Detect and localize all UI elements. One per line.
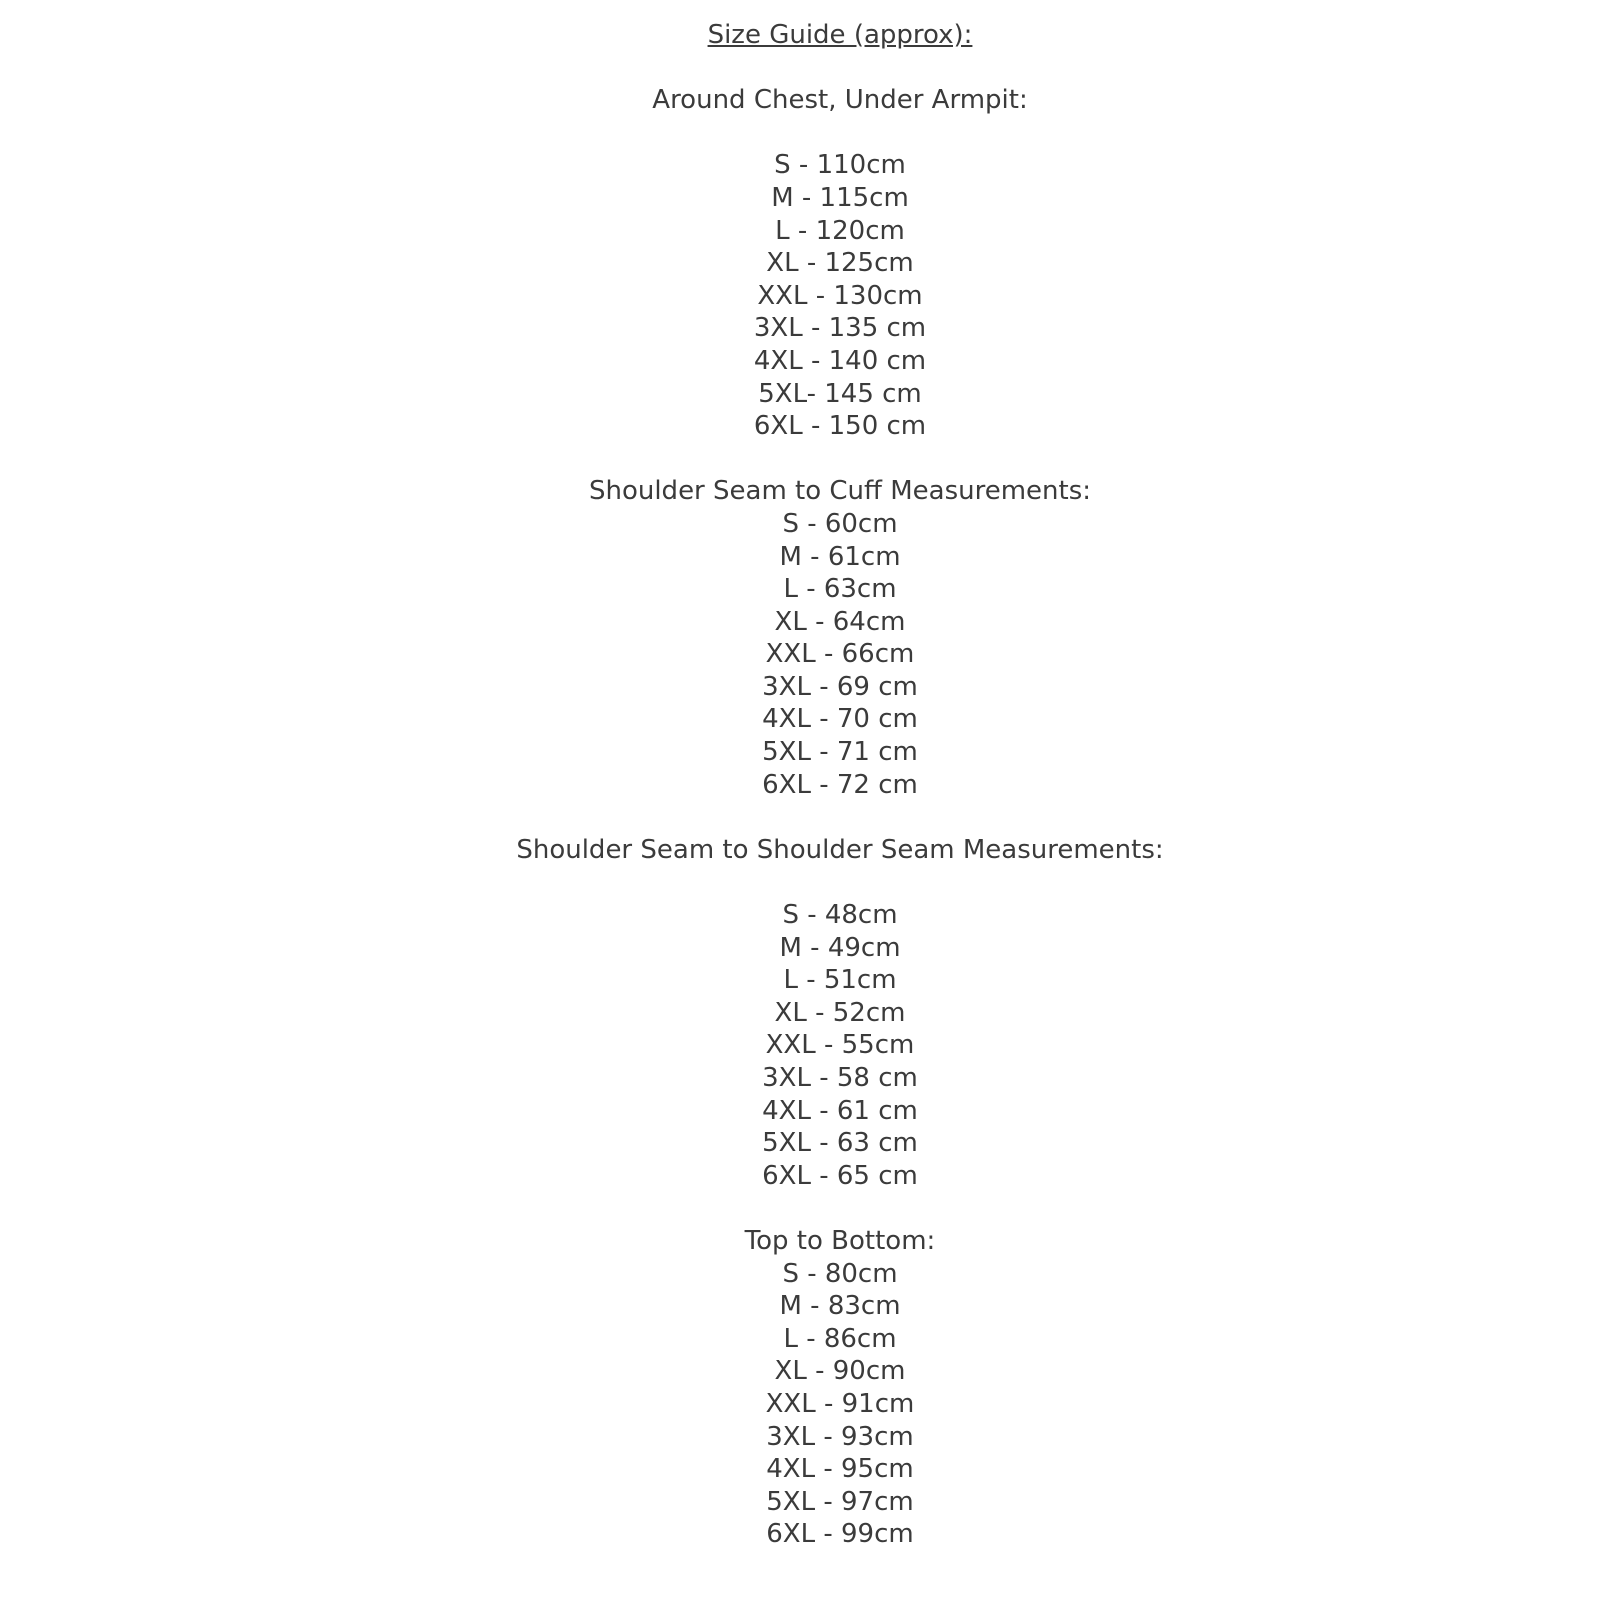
blank-line — [80, 1192, 1600, 1225]
size-row: L - 120cm — [775, 215, 905, 246]
size-row: 5XL - 63 cm — [762, 1128, 918, 1159]
blank-line — [80, 443, 1600, 476]
blank-line — [80, 117, 1600, 150]
size-row: S - 110cm — [774, 150, 906, 181]
size-row: 4XL - 140 cm — [753, 345, 927, 376]
size-row: 5XL- 145 cm — [758, 378, 922, 409]
size-row: 6XL - 72 cm — [762, 769, 918, 800]
size-row: 5XL - 97cm — [766, 1486, 914, 1517]
size-row: L - 86cm — [783, 1323, 897, 1354]
size-row: XL - 125cm — [766, 248, 914, 279]
page-title-line — [80, 19, 1600, 52]
size-row: S - 80cm — [782, 1258, 898, 1289]
size-row: XXL - 66cm — [765, 639, 915, 670]
section-heading: Shoulder Seam to Shoulder Seam Measurements: — [516, 834, 1164, 865]
size-row: 4XL - 95cm — [766, 1454, 914, 1485]
size-guide-sections — [80, 52, 1600, 1551]
size-row: S - 48cm — [782, 900, 898, 931]
size-row: 6XL - 150 cm — [753, 411, 927, 442]
size-row: 6XL - 99cm — [766, 1519, 914, 1550]
size-row: XXL - 91cm — [765, 1388, 915, 1419]
section-heading: Top to Bottom: — [744, 1225, 936, 1256]
size-row: 3XL - 93cm — [766, 1421, 914, 1452]
size-row: M - 49cm — [779, 932, 901, 963]
size-row: 4XL - 61 cm — [762, 1095, 918, 1126]
size-row: 3XL - 58 cm — [762, 1063, 918, 1093]
size-row: 6XL - 65 cm — [762, 1160, 918, 1191]
blank-line — [80, 801, 1600, 834]
size-row: 3XL - 69 cm — [762, 671, 918, 702]
size-row: XXL - 130cm — [757, 280, 923, 311]
section-heading: Around Chest, Under Armpit: — [652, 85, 1028, 116]
size-row: 5XL - 71 cm — [762, 737, 918, 768]
size-row: M - 83cm — [779, 1291, 901, 1322]
blank-line — [80, 866, 1600, 899]
blank-line — [80, 52, 1600, 85]
size-row: XL - 90cm — [774, 1356, 906, 1387]
size-row: M - 115cm — [771, 182, 909, 213]
size-row: S - 60cm — [782, 508, 898, 539]
page-title: Size Guide (approx): — [707, 20, 973, 50]
size-row: L - 63cm — [783, 574, 897, 605]
section-heading: Shoulder Seam to Cuff Measurements: — [588, 476, 1092, 507]
size-row: 4XL - 70 cm — [762, 704, 918, 735]
size-row: XL - 64cm — [774, 606, 906, 637]
size-row: L - 51cm — [783, 965, 897, 996]
size-row: XL - 52cm — [774, 997, 906, 1028]
size-row: XXL - 55cm — [765, 1030, 915, 1061]
size-row: M - 61cm — [779, 541, 901, 572]
size-row: 3XL - 135 cm — [753, 313, 927, 344]
